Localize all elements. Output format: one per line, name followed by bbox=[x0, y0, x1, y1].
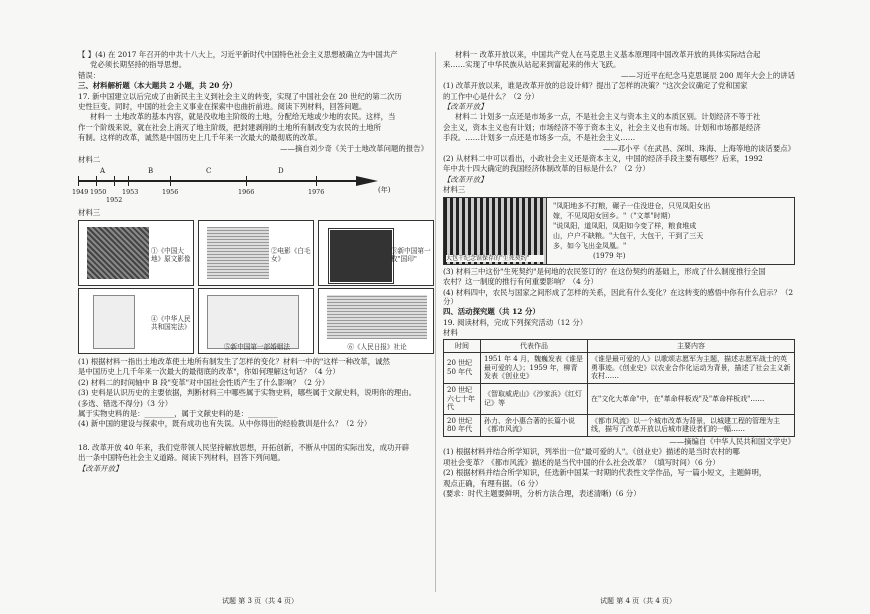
handwritten-note: 【改革开放】 bbox=[78, 463, 123, 473]
table-cell: 20 世纪六七十年代 bbox=[444, 383, 481, 414]
timeline-arrow bbox=[356, 176, 378, 186]
timeline-tick bbox=[78, 176, 79, 186]
question-stem: 17. 新中国建立以后完成了由新民主主义到社会主义的转变，实现了中国社会在 20 世纪的第二次历 bbox=[78, 91, 402, 101]
material-text: 会主义，资本主义也有计划；市场经济不等于资本主义，社会主义也有市场。计划和市场都是经济 bbox=[443, 122, 761, 132]
question-text: (4) 新中国的建设与探索中，既有成功也有失误。从中你得出的经验教训是什么？（2 分） bbox=[78, 419, 372, 429]
timeline-year: 1976 bbox=[308, 188, 325, 197]
question-stem: 18. 改革开放 40 年来，我们党带领人民坚持解放思想，开拓创新，不断从中国的实际出发，成功开辟 bbox=[78, 442, 410, 452]
material-label: 材料三 bbox=[78, 208, 101, 218]
question-text: 是中国历史上几千年来一次最大的最彻底的改革"，你如何理解这句话？（4 分） bbox=[78, 367, 340, 377]
table-cell: 1951 年 4 月，魏巍发表《谁是最可爱的人》；1959 年，柳青发表《创业史》 bbox=[481, 353, 588, 384]
timeline-letter: B bbox=[148, 167, 154, 176]
timeline-tick bbox=[128, 176, 129, 186]
timeline-year: 1956 bbox=[162, 188, 179, 197]
material-label: 材料二 bbox=[78, 155, 101, 165]
material-text: 材料二 计划多一点还是市场多一点，不是社会主义与资本主义的本质区别。计划经济不等于社 bbox=[455, 112, 761, 122]
timeline-tick bbox=[170, 176, 171, 186]
material-source: ——摘自刘少奇《关于土地改革问题的报告》 bbox=[280, 143, 428, 153]
photo-image bbox=[87, 227, 149, 279]
question-text: 年中共十四大确定的我国经济体制改革的目标是什么？（2 分） bbox=[443, 164, 650, 174]
contract-image bbox=[444, 198, 547, 264]
material-label: 材料 bbox=[443, 328, 458, 338]
image-card bbox=[198, 288, 314, 354]
image-caption: ④《中华人民共和国宪法》 bbox=[151, 314, 191, 331]
timeline-year: 1953 bbox=[122, 188, 139, 197]
timeline-year: 1952 bbox=[106, 196, 123, 205]
timeline-letter: C bbox=[206, 167, 212, 176]
question-text: 观点正确，有理有据。（6 分） bbox=[443, 478, 543, 488]
timeline-unit: (年) bbox=[378, 186, 391, 195]
image-caption: ③新中国第一枚"国印" bbox=[391, 246, 431, 263]
section-heading: 四、活动探究题（共 12 分） bbox=[443, 307, 540, 317]
question-stem: 19. 阅读材料，完成下列探究活动（12 分） bbox=[443, 317, 588, 327]
question-text: (1) 根据材料一指出土地改革使土地所有制发生了怎样的变化？材料一中的"这样一种改革，诚然 bbox=[78, 356, 390, 366]
table-row bbox=[444, 383, 795, 414]
material-source: ——习近平在纪念马克思诞辰 200 周年大会上的讲话 bbox=[620, 70, 795, 80]
table-header: 代表作品 bbox=[481, 339, 588, 353]
verse-line: "说凤阳，道凤阳，凤阳如今变了样，粮食堆成 bbox=[553, 221, 697, 230]
left-page bbox=[72, 50, 431, 474]
question-text: 农村？这一制度的推行有何重要影响？（4 分） bbox=[443, 277, 598, 287]
image-caption: ②电影《白毛女》 bbox=[271, 246, 311, 263]
table-cell: 在"文化大革命"中，在"革命样板戏"及"革命样板戏"…… bbox=[588, 383, 795, 414]
question-text: (4) 材料四中，农民与国家之间形成了怎样的关系，因此有什么变化？在这转变的感悟中你有什么启示？（2 分） bbox=[443, 287, 794, 306]
timeline-year: 1950 bbox=[90, 188, 107, 197]
table-cell: 《都市风流》以一个城市改革为背景，以城建工程的管理为主线，描写了改革开放以后城市建设者们的一幅…… bbox=[588, 414, 795, 436]
question-stem: 出一条中国特色社会主义道路。阅读下列材料，回答下列问题。 bbox=[78, 453, 285, 463]
table-cell: 20 世纪 80 年代 bbox=[444, 414, 481, 436]
material-source: ——邓小平《在武昌、深圳、珠海、上海等地的谈话要点》 bbox=[602, 143, 795, 153]
verse-line: "凤阳地多不打粮，碾子一住没进仓，只见凤阳女出 bbox=[553, 201, 711, 210]
table-cell: 孙力、余小惠合著的长篇小说《都市风流》 bbox=[481, 414, 588, 436]
image-caption: ⑤新中国第一部婚姻法 bbox=[224, 342, 290, 351]
question-text: (要求：时代主题要鲜明，分析方法合理，表述清晰)（6 分） bbox=[443, 488, 641, 498]
timeline-letter: A bbox=[100, 167, 106, 176]
question-text: (2) 根据材料并结合所学知识，任选新中国某一时期的代表性文学作品，写一篇小短文，主题鲜明， bbox=[443, 468, 767, 478]
page-divider bbox=[435, 52, 436, 592]
question-stem: 史性巨变。同时，中国的社会主义事业在探索中也曲折前进。阅读下列材料，回答问题。 bbox=[78, 102, 367, 112]
verse-line: 嫁，不见凤阳女回乡。"（"文革"时期） bbox=[553, 211, 675, 220]
question-text: (2) 材料二的时间轴中 B 段"变革"对中国社会性质产生了什么影响？（2 分） bbox=[78, 377, 330, 387]
timeline-letter: D bbox=[278, 167, 284, 176]
image-grid bbox=[78, 220, 431, 354]
timeline-axis bbox=[78, 180, 356, 182]
table-header: 主要内容 bbox=[588, 339, 795, 353]
question-text: (3) 史料是认识历史的主要依据，判断材料三中哪些属于实物史料，哪些属于文献史料，说明你的理由。 bbox=[78, 388, 417, 398]
seal-image bbox=[327, 227, 395, 285]
handwritten-note: 【改革开放】 bbox=[443, 102, 488, 112]
table-header-row bbox=[444, 339, 795, 353]
material-three-box bbox=[443, 197, 795, 265]
image-card bbox=[318, 288, 434, 354]
material-text: 材料一 改革开放以来，中国共产党人在马克思主义基本原理同中国改革开放的具体实际结合起 bbox=[455, 50, 761, 59]
right-page bbox=[443, 50, 795, 499]
timeline-tick bbox=[96, 176, 97, 186]
verse-line: 山，户户不缺粮。"大包干，大包干，干到了三天 bbox=[553, 231, 704, 240]
question-text: 的工作中心是什么？（2 分） bbox=[443, 91, 539, 101]
timeline-year: 1966 bbox=[238, 188, 255, 197]
intro-line: 党必须长期坚持的指导思想。 bbox=[90, 60, 187, 70]
question-text: (3) 材料三中这份"生死契约"是何地的农民签订的？在这份契约的基础上，形成了什么制度推行全国 bbox=[443, 266, 766, 276]
verse-line: 多，如今飞出金凤凰。" bbox=[553, 241, 627, 250]
image-card bbox=[198, 220, 314, 286]
film-still-image bbox=[207, 227, 269, 279]
material-text: 手段。……计划多一点还是市场多一点，不是社会主义…… bbox=[443, 133, 636, 143]
folk-song bbox=[547, 198, 794, 264]
material-text: 来……实现了中华民族从站起来到富起来的伟大飞跃。 bbox=[443, 60, 621, 70]
intro-line: 【 】(4) 在 2017 年召开的中共十八大上，习近平新时代中国特色社会主义思想被确立为中国共产 bbox=[78, 50, 398, 59]
material-text: 有制。这样的改革，诚然是中国历史上几千年来一次最大的最彻底的改革。 bbox=[78, 133, 322, 143]
question-text: (1) 根据材料并结合所学知识，列举出一位"最可爱的人"。《创业史》描述的是当时农村的哪 bbox=[443, 447, 740, 457]
literature-table bbox=[443, 339, 795, 437]
timeline-tick bbox=[246, 176, 247, 186]
table-cell: 20 世纪 50 年代 bbox=[444, 353, 481, 384]
handwritten-note: 【改革开放】 bbox=[443, 174, 488, 184]
correction-label: 错误： bbox=[78, 70, 101, 80]
image-card bbox=[78, 288, 194, 354]
table-cell: 《智取威虎山》《沙家浜》《红灯记》等 bbox=[481, 383, 588, 414]
timeline-tick bbox=[316, 176, 317, 186]
timeline-tick bbox=[114, 176, 115, 186]
question-text: (2) 从材料二中可以看出，小政社会主义还是资本主义，中国的经济手段主要有哪些？后来，1992 bbox=[443, 154, 763, 164]
image-caption: ①《中国大地》原文影像 bbox=[151, 246, 191, 263]
certificate-image bbox=[207, 295, 299, 349]
question-text: (1) 改革开放以来，谁是改革开放的总设计师？提出了怎样的决策？"这次会议确定了党和国家 bbox=[443, 81, 748, 91]
material-source: ——摘编自《中华人民共和国文学史》 bbox=[669, 436, 795, 446]
question-text: 项社会变革？《都市风流》描述的是当代中国的什么社会改革？（填写时间）（6 分） bbox=[443, 457, 720, 467]
table-row bbox=[444, 353, 795, 384]
timeline bbox=[72, 166, 428, 206]
table-header: 时间 bbox=[444, 339, 481, 353]
timeline-year: 1949 bbox=[72, 188, 89, 197]
image-card bbox=[318, 220, 434, 286]
material-text: 作一个阶级来说，就在社会上消灭了地主阶级，把封建剥削的土地所有制改变为农民的土地所 bbox=[78, 122, 382, 132]
image-card bbox=[78, 220, 194, 286]
material-text: 材料一 土地改革的基本内容，就是没收地主阶级的土地，分配给无地或少地的农民。这样，当 bbox=[90, 112, 396, 122]
contract-caption: 大包干纪念馆保存的"生死契约" bbox=[446, 255, 544, 262]
book-cover-image bbox=[93, 295, 135, 349]
answer-line: 属于实物史料的是：________，属于文献史料的是：________ bbox=[78, 408, 278, 418]
page-footer: 试题 第 4 页（共 4 页） bbox=[600, 597, 677, 605]
section-heading: 三、材料解析题（本大题共 2 小题，共 20 分） bbox=[78, 81, 237, 91]
page-footer: 试题 第 3 页（共 4 页） bbox=[222, 597, 299, 605]
material-label: 材料三 bbox=[443, 185, 466, 195]
table-cell: 《谁是最可爱的人》以歌颂志愿军为主题，描述志愿军战士的英勇事迹。《创业史》以农业合作化运动为背景，描述了社会主义新农村…… bbox=[588, 353, 795, 384]
table-row bbox=[444, 414, 795, 436]
verse-year: (1979 年) bbox=[593, 251, 626, 260]
newspaper-image bbox=[327, 295, 427, 339]
image-caption: ⑥《人民日报》社论 bbox=[347, 342, 407, 351]
question-text: (多选、错选不得分)（3 分） bbox=[78, 398, 173, 408]
